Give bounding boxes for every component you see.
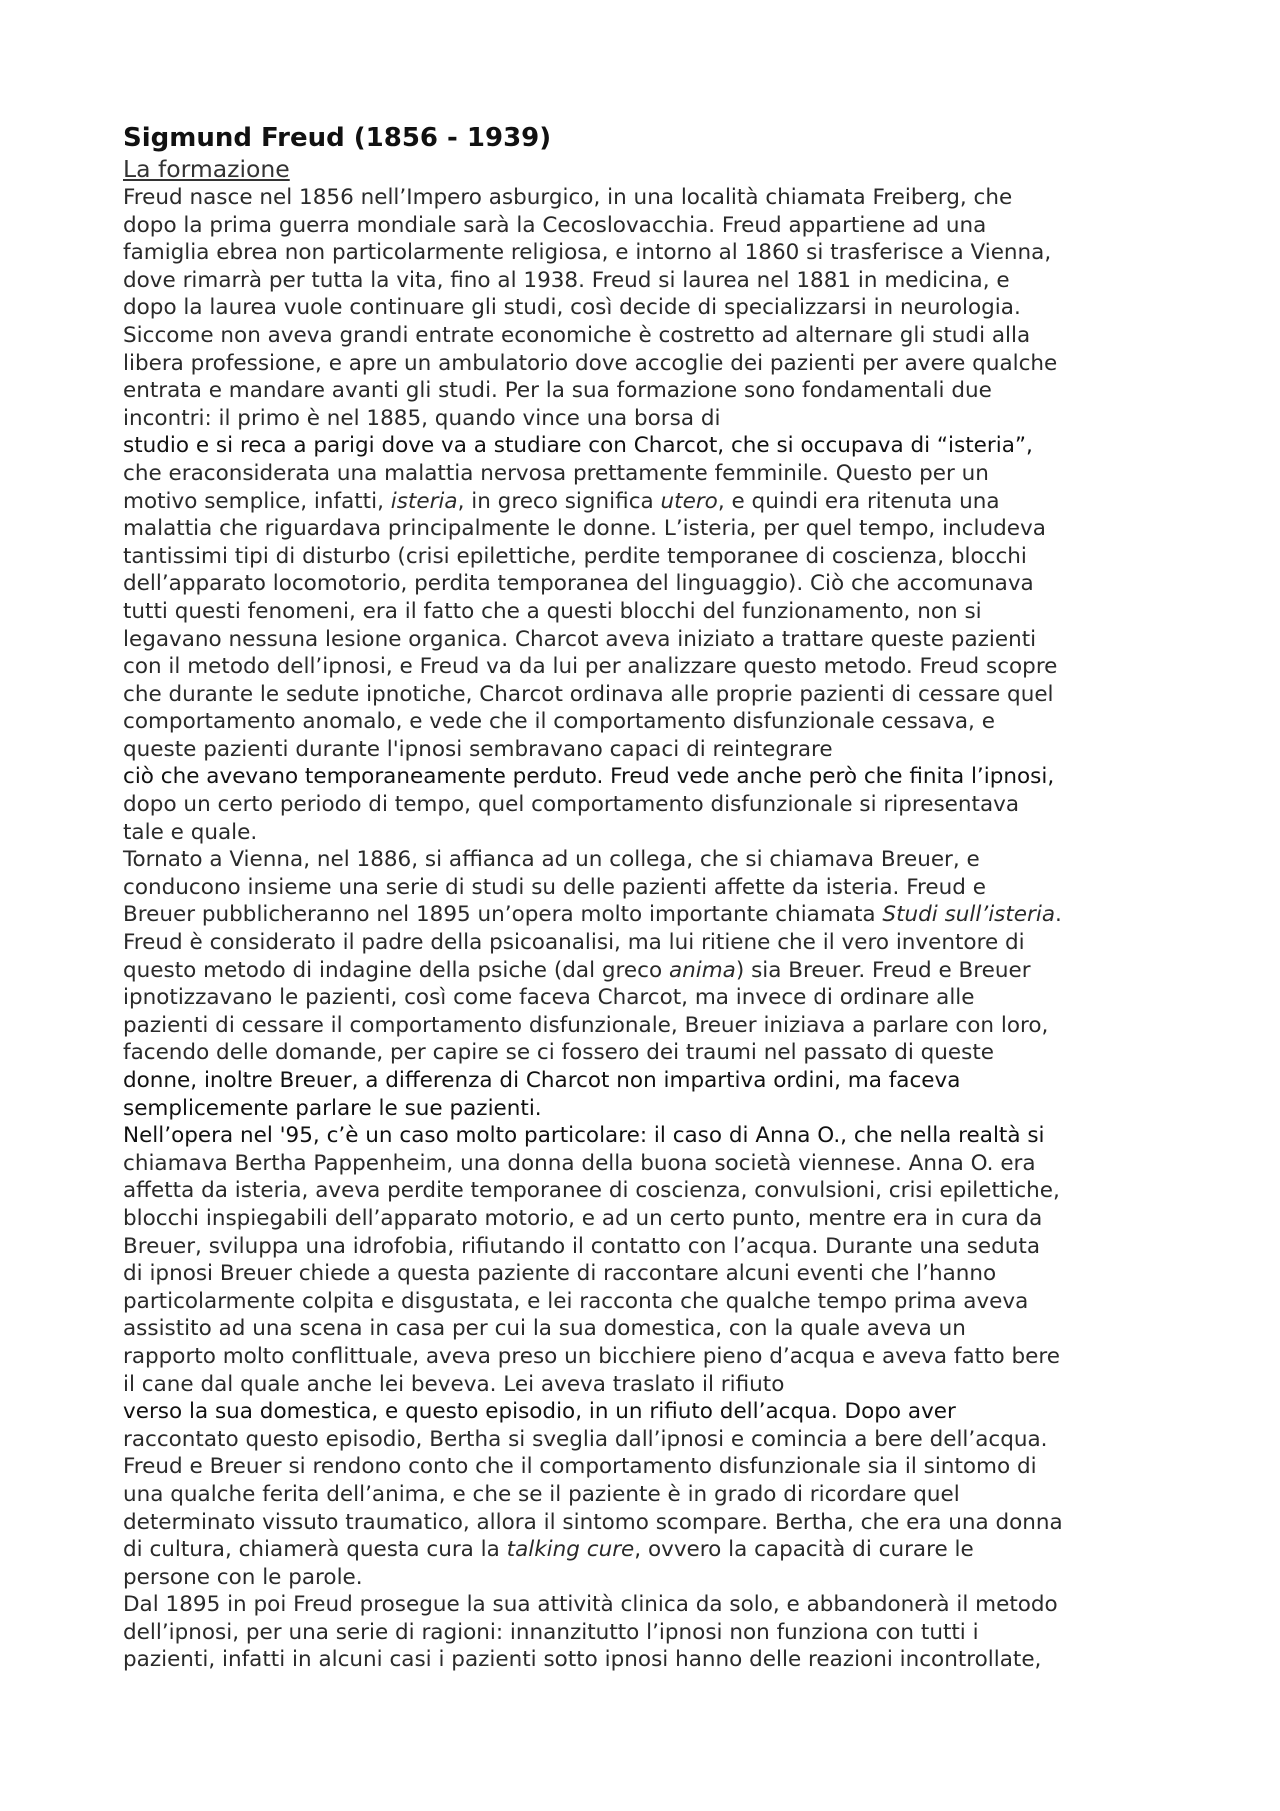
text-line <box>123 957 1168 985</box>
text-line: Dal 1895 in poi Freud prosegue la sua attività clinica da solo, e abbandonerà il metodo <box>123 1592 1058 1618</box>
text-fragment: Breuer pubblicheranno nel 1895 un’opera molto importante chiamata <box>123 902 883 928</box>
text-fragment: motivo semplice, infatti, <box>123 488 391 514</box>
text-fragment: , in greco significa <box>457 488 661 514</box>
section-heading: La formazione <box>123 155 290 183</box>
italic-term-utero: utero <box>660 488 718 514</box>
paragraph-anna-o <box>123 1122 1168 1591</box>
text-line: verso la sua domestica, e questo episodio, in un rifiuto dell’acqua. Dopo aver <box>123 1399 956 1425</box>
text-line: Siccome non aveva grandi entrate economiche è costretto ad alternare gli studi alla <box>123 322 1031 348</box>
text-line: Freud è considerato il padre della psicoanalisi, ma lui ritiene che il vero inventore di <box>123 930 1025 956</box>
text-line: raccontato questo episodio, Bertha si sveglia dall’ipnosi e comincia a bere dell’acqua. <box>123 1426 1048 1452</box>
text-fragment: , e quindi era ritenuta una <box>717 488 1000 514</box>
text-line: che durante le sedute ipnotiche, Charcot ordinava alle proprie pazienti di cessare quel <box>123 681 1054 707</box>
text-line: donne, inoltre Breuer, a differenza di Charcot non impartiva ordini, ma faceva <box>123 1068 961 1093</box>
text-line: queste pazienti durante l'ipnosi sembravano capaci di reintegrare <box>123 736 833 762</box>
text-line: blocchi inspiegabili dell’apparato motorio, e ad un certo punto, mentre era in cura da <box>123 1205 1043 1231</box>
text-line: legavano nessuna lesione organica. Charcot aveva iniziato a trattare queste pazienti <box>123 626 1037 652</box>
text-line: persone con le parole. <box>123 1564 363 1590</box>
text-line: che eraconsiderata una malattia nervosa prettamente femminile. Questo per un <box>123 460 989 486</box>
text-line: famiglia ebrea non particolarmente religiosa, e intorno al 1860 si trasferisce a Vienna, <box>123 240 1052 266</box>
text-line: Nell’opera nel '95, c’è un caso molto particolare: il caso di Anna O., che nella realtà si <box>123 1123 1045 1149</box>
paragraph-breuer <box>123 846 1168 1122</box>
text-line: conducono insieme una serie di studi su delle pazienti affette da isteria. Freud e <box>123 874 986 900</box>
text-line: dell’apparato locomotorio, perdita temporanea del linguaggio). Ciò che accomunava <box>123 571 1034 597</box>
text-fragment: di cultura, chiamerà questa cura la <box>123 1537 507 1563</box>
text-line: ciò che avevano temporaneamente perduto. Freud vede anche però che finita l’ipnosi, <box>123 764 1055 790</box>
text-line: libera professione, e apre un ambulatorio dove accoglie dei pazienti per avere qualche <box>123 350 1058 376</box>
text-line: una qualche ferita dell’anima, e che se il paziente è in grado di ricordare quel <box>123 1481 960 1507</box>
text-fragment: questo metodo di indagine della psiche (dal greco <box>123 957 669 983</box>
text-line: il cane dal quale anche lei beveva. Lei aveva traslato il rifiuto <box>123 1371 785 1397</box>
text-line: di ipnosi Breuer chiede a questa paziente di raccontare alcuni eventi che l’hanno <box>123 1261 997 1287</box>
text-line: Freud e Breuer si rendono conto che il comportamento disfunzionale sia il sintomo di <box>123 1454 1037 1480</box>
text-line: semplicemente parlare le sue pazienti. <box>123 1095 542 1121</box>
text-line: dopo la prima guerra mondiale sarà la Cecoslovacchia. Freud appartiene ad una <box>123 212 987 238</box>
text-line: Freud nasce nel 1856 nell’Impero asburgico, in una località chiamata Freiberg, che <box>123 185 1013 210</box>
text-line: facendo delle domande, per capire se ci fossero dei traumi nel passato di queste <box>123 1040 995 1066</box>
text-line <box>123 488 1168 516</box>
text-line: particolarmente colpita e disgustata, e lei racconta che qualche tempo prima aveva <box>123 1288 1029 1314</box>
italic-term-anima: anima <box>668 957 736 983</box>
paragraph-ipnosi <box>123 1591 1168 1674</box>
text-line: studio e si reca a parigi dove va a studiare con Charcot, che si occupava di “isteria”, <box>123 433 1033 459</box>
text-line: incontri: il primo è nel 1885, quando vince una borsa di <box>123 405 721 431</box>
text-line: dell’ipnosi, per una serie di ragioni: innanzitutto l’ipnosi non funziona con tutti i <box>123 1619 979 1645</box>
text-line: ipnotizzavano le pazienti, così come faceva Charcot, ma invece di ordinare alle <box>123 985 975 1011</box>
text-line: con il metodo dell’ipnosi, e Freud va da lui per analizzare questo metodo. Freud scopre <box>123 654 1058 680</box>
text-line: Tornato a Vienna, nel 1886, si affianca ad un collega, che si chiamava Breuer, e <box>123 847 980 873</box>
text-line: entrata e mandare avanti gli studi. Per la sua formazione sono fondamentali due <box>123 378 992 404</box>
text-fragment: ) sia Breuer. Freud e Breuer <box>735 957 1031 983</box>
text-line: Breuer, sviluppa una idrofobia, rifiutando il contatto con l’acqua. Durante una seduta <box>123 1233 1041 1259</box>
text-line: pazienti, infatti in alcuni casi i pazienti sotto ipnosi hanno delle reazioni incontrollate, <box>123 1647 1042 1673</box>
document-title: Sigmund Freud (1856 - 1939) <box>123 123 552 153</box>
italic-title-studi: Studi sull’isteria <box>882 902 1056 928</box>
text-line: chiamava Bertha Pappenheim, una donna della buona società viennese. Anna O. era <box>123 1150 1036 1176</box>
text-line: determinato vissuto traumatico, allora il sintomo scompare. Bertha, che era una donna <box>123 1509 1063 1535</box>
text-line: comportamento anomalo, e vede che il comportamento disfunzionale cessava, e <box>123 709 995 735</box>
text-line <box>123 1536 1168 1564</box>
text-line: dove rimarrà per tutta la vita, fino al 1938. Freud si laurea nel 1881 in medicina, e <box>123 267 1010 293</box>
text-line: rapporto molto conflittuale, aveva preso un bicchiere pieno d’acqua e aveva fatto bere <box>123 1343 1060 1369</box>
text-line <box>123 901 1168 929</box>
text-line: dopo un certo periodo di tempo, quel comportamento disfunzionale si ripresentava <box>123 792 1020 818</box>
text-line: pazienti di cessare il comportamento disfunzionale, Breuer iniziava a parlare con loro, <box>123 1012 1049 1038</box>
text-fragment: , ovvero la capacità di curare le <box>634 1537 974 1563</box>
italic-term-talking-cure: talking cure <box>506 1537 635 1563</box>
text-line: malattia che riguardava principalmente le donne. L’isteria, per quel tempo, includeva <box>123 516 1046 542</box>
text-line: assistito ad una scena in casa per cui la sua domestica, con la quale aveva un <box>123 1316 966 1342</box>
text-line: tale e quale. <box>123 819 258 845</box>
text-line: dopo la laurea vuole continuare gli studi, così decide di specializzarsi in neurologia. <box>123 295 1021 321</box>
text-fragment: . <box>1055 902 1062 928</box>
text-line: tutti questi fenomeni, era il fatto che a questi blocchi del funzionamento, non si <box>123 598 982 624</box>
document-page <box>123 122 1168 1674</box>
text-line: tantissimi tipi di disturbo (crisi epilettiche, perdite temporanee di coscienza, blocchi <box>123 543 1027 569</box>
italic-term-isteria: isteria <box>390 488 458 514</box>
text-line: affetta da isteria, aveva perdite temporanee di coscienza, convulsioni, crisi epilettiche, <box>123 1178 1060 1204</box>
paragraph-formazione <box>123 184 1168 846</box>
